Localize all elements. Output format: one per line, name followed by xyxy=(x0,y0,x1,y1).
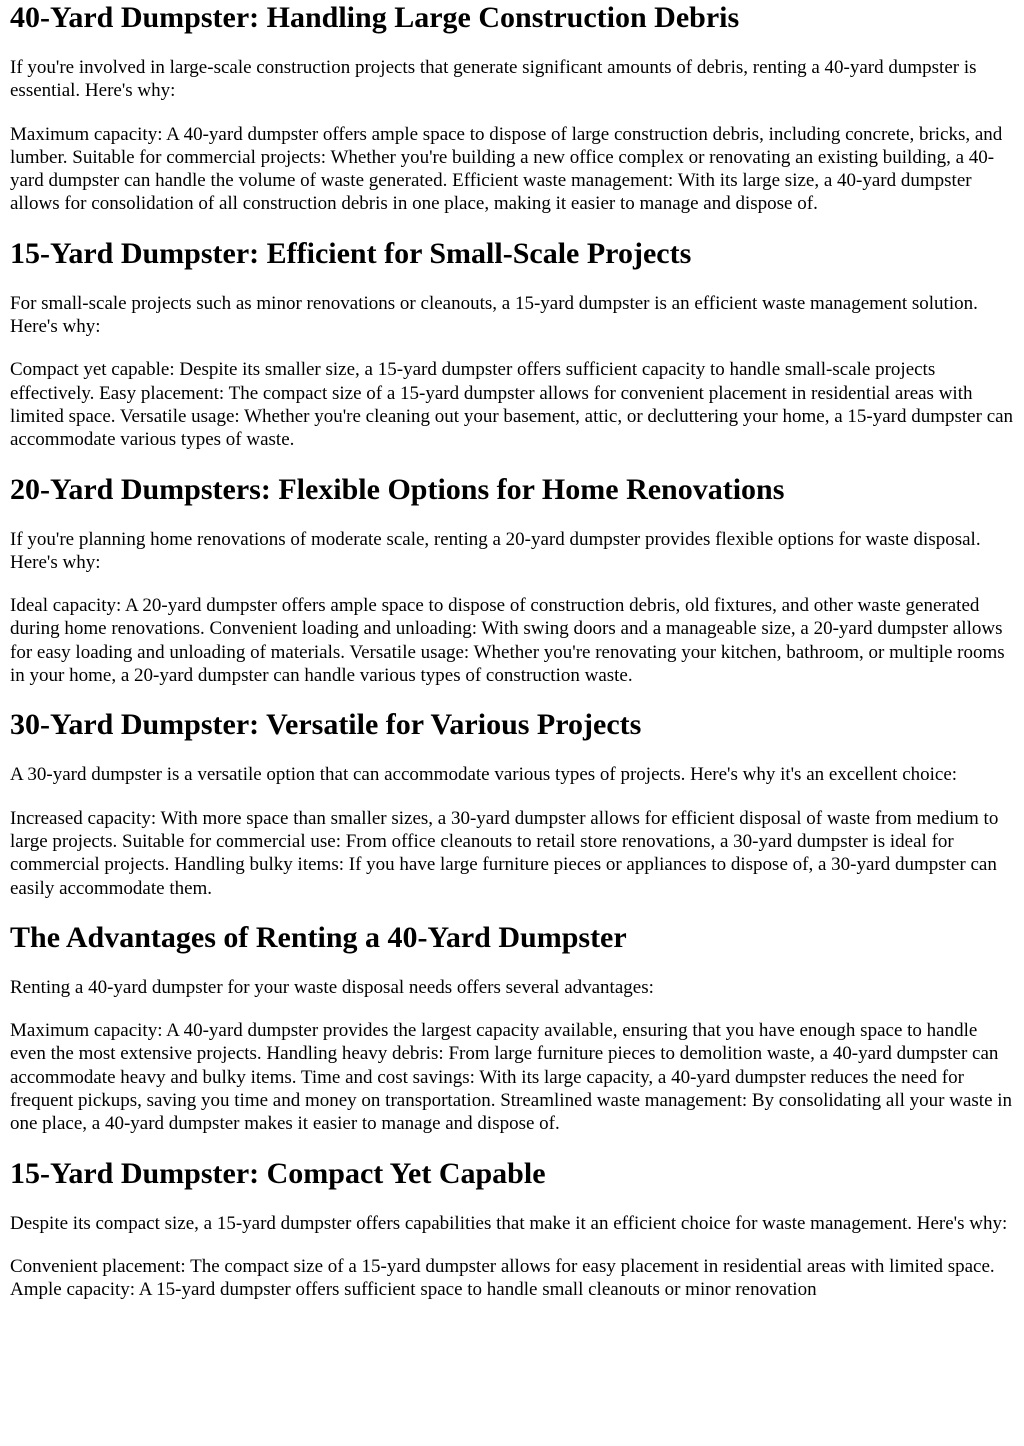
article xyxy=(10,0,1014,1302)
section-body: Convenient placement: The compact size of a 15-yard dumpster allows for easy placement in residential areas with limited space. Ample capacity: A 15-yard dumpster offers sufficient space to handle small cleanouts or minor renovation xyxy=(10,1255,995,1301)
section-intro: If you're planning home renovations of moderate scale, renting a 20-yard dumpster provides flexible options for waste disposal. Here's why: xyxy=(10,528,981,573)
section-heading: 30-Yard Dumpster: Versatile for Various Projects xyxy=(10,708,642,742)
section-heading: 20-Yard Dumpsters: Flexible Options for Home Renovations xyxy=(10,472,785,506)
section-30-yard-versatile xyxy=(10,707,1014,899)
section-20-yard-home-renovations xyxy=(10,472,1014,688)
section-15-yard-small-scale xyxy=(10,236,1014,452)
section-body: Maximum capacity: A 40-yard dumpster offers ample space to dispose of large construction debris, including concrete, bricks, and lumber. Suitable for commercial projects: Whether you're building a new office complex or renovating an existing building, a 40-yard dumpster can handle the volume of waste generated. Efficient waste management: With its large size, a 40-yard dumpster allows for consolidation of all construction debris in one place, making it easier to manage and dispose of. xyxy=(10,123,1003,215)
section-40-yard-advantages xyxy=(10,920,1014,1136)
section-body: Compact yet capable: Despite its smaller size, a 15-yard dumpster offers sufficient capacity to handle small-scale projects effectively. Easy placement: The compact size of a 15-yard dumpster allows for convenient placement in residential areas with limited space. Versatile usage: Whether you're cleaning out your basement, attic, or decluttering your home, a 15-yard dumpster can accommodate various types of waste. xyxy=(10,359,1014,451)
section-body: Maximum capacity: A 40-yard dumpster provides the largest capacity available, ensuring that you have enough space to handle even the most extensive projects. Handling heavy debris: From large furniture pieces to demolition waste, a 40-yard dumpster can accommodate heavy and bulky items. Time and cost savings: With its large capacity, a 40-yard dumpster reduces the need for frequent pickups, saving you time and money on transportation. Streamlined waste management: By consolidating all your waste in one place, a 40-yard dumpster makes it easier to manage and dispose of. xyxy=(10,1020,1013,1135)
section-intro: Renting a 40-yard dumpster for your waste disposal needs offers several advantages: xyxy=(10,976,654,998)
section-intro: If you're involved in large-scale construction projects that generate significant amounts of debris, renting a 40-yard dumpster is essential. Here's why: xyxy=(10,57,977,102)
section-body: Ideal capacity: A 20-yard dumpster offers ample space to dispose of construction debris, old fixtures, and other waste generated during home renovations. Convenient loading and unloading: With swing doors and a manageable size, a 20-yard dumpster allows for easy loading and unloading of materials. Versatile usage: Whether you're renovating your kitchen, bathroom, or multiple rooms in your home, a 20-yard dumpster can handle various types of construction waste. xyxy=(10,595,1005,687)
section-15-yard-compact xyxy=(10,1156,1014,1302)
section-40-yard-construction xyxy=(10,0,1014,216)
section-heading: 15-Yard Dumpster: Compact Yet Capable xyxy=(10,1156,546,1190)
section-intro: Despite its compact size, a 15-yard dumpster offers capabilities that make it an efficient choice for waste management. Here's why: xyxy=(10,1212,1008,1234)
section-heading: 15-Yard Dumpster: Efficient for Small-Scale Projects xyxy=(10,236,692,270)
section-intro: For small-scale projects such as minor renovations or cleanouts, a 15-yard dumpster is an efficient waste management solution. Here's why: xyxy=(10,292,978,338)
section-heading: The Advantages of Renting a 40-Yard Dumpster xyxy=(10,920,627,954)
section-heading: 40-Yard Dumpster: Handling Large Construction Debris xyxy=(10,1,740,34)
section-intro: A 30-yard dumpster is a versatile option that can accommodate various types of projects. Here's why it's an excellent choice: xyxy=(10,764,958,786)
section-body: Increased capacity: With more space than smaller sizes, a 30-yard dumpster allows for efficient disposal of waste from medium to large projects. Suitable for commercial use: From office cleanouts to retail store renovations, a 30-yard dumpster is ideal for commercial projects. Handling bulky items: If you have large furniture pieces or appliances to dispose of, a 30-yard dumpster can easily accommodate them. xyxy=(10,807,999,899)
